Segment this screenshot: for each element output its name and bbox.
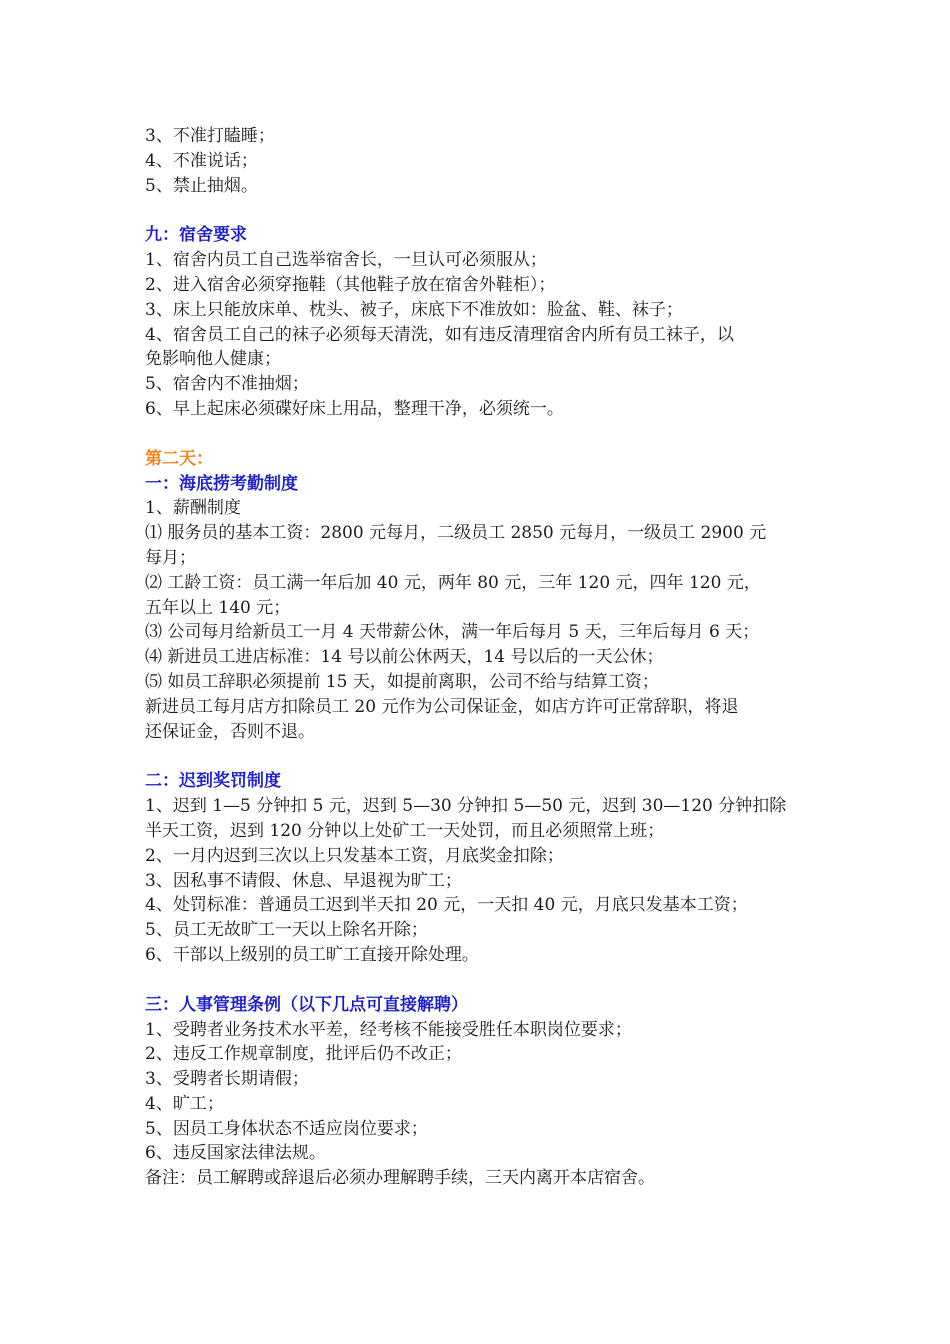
list-item: 免影响他人健康；	[145, 349, 281, 370]
dorm-section	[145, 223, 815, 421]
day-label: 第二天：	[145, 448, 213, 469]
list-item: 5、禁止抽烟。	[145, 175, 258, 196]
list-item: 3、因私事不请假、休息、早退视为旷工；	[145, 870, 462, 891]
list-item: 1、迟到 1—5 分钟扣 5 元，迟到 5—30 分钟扣 5—50 元，迟到 30—120 分钟扣除	[145, 796, 787, 817]
section-heading: 二：迟到奖罚制度	[145, 771, 281, 792]
list-item: 每月；	[145, 547, 196, 568]
list-item: 还保证金，否则不退。	[145, 721, 315, 742]
personnel-section	[145, 993, 815, 1191]
list-item: 5、宿舍内不准抽烟；	[145, 374, 309, 395]
list-item: 3、受聘者长期请假；	[145, 1069, 309, 1090]
list-item: 5、因员工身体状态不适应岗位要求；	[145, 1118, 428, 1139]
list-item: 4、旷工；	[145, 1093, 224, 1114]
list-item: ⑶ 公司每月给新员工一月 4 天带薪公休，满一年后每月 5 天，三年后每月 6 天；	[145, 622, 760, 643]
list-item: ⑴ 服务员的基本工资：2800 元每月，二级员工 2850 元每月，一级员工 2900 元	[145, 523, 767, 544]
remark-note: 备注：员工解聘或辞退后必须办理解聘手续，三天内离开本店宿舍。	[145, 1168, 655, 1189]
list-item: 半天工资，迟到 120 分钟以上处矿工一天处罚，而且必须照常上班；	[145, 820, 665, 841]
list-item: 4、不准说话；	[145, 150, 258, 171]
rest-rules-list	[145, 124, 815, 198]
list-item: 4、宿舍员工自己的袜子必须每天清洗，如有违反清理宿舍内所有员工袜子，以	[145, 324, 734, 345]
list-item: 3、床上只能放床单、枕头、被子，床底下不准放如：脸盆、鞋、袜子；	[145, 299, 683, 320]
list-item: 6、早上起床必须碟好床上用品，整理干净，必须统一。	[145, 398, 564, 419]
list-item: ⑸ 如员工辞职必须提前 15 天，如提前离职，公司不给与结算工资；	[145, 671, 659, 692]
list-item: 4、处罚标准：普通员工迟到半天扣 20 元，一天扣 40 元，月底只发基本工资；	[145, 895, 748, 916]
list-item: 6、违反国家法律法规。	[145, 1143, 326, 1164]
section-heading: 一：海底捞考勤制度	[145, 473, 298, 494]
lateness-section	[145, 769, 815, 967]
section-heading: 九：宿舍要求	[145, 225, 247, 246]
document-body	[145, 124, 815, 1191]
list-item: ⑵ 工龄工资：员工满一年后加 40 元，两年 80 元，三年 120 元，四年 120 元，	[145, 572, 761, 593]
list-item: 1、宿舍内员工自己选举宿舍长，一旦认可必须服从；	[145, 250, 547, 271]
list-item: 1、受聘者业务技术水平差，经考核不能接受胜任本职岗位要求；	[145, 1019, 632, 1040]
list-item: 6、干部以上级别的员工旷工直接开除处理。	[145, 944, 479, 965]
list-item: 3、不准打瞌睡；	[145, 126, 275, 146]
list-item: 2、一月内迟到三次以上只发基本工资，月底奖金扣除；	[145, 845, 564, 866]
attendance-section	[145, 472, 815, 745]
list-item: ⑷ 新进员工进店标准：14 号以前公休两天，14 号以后的一天公休；	[145, 647, 664, 668]
list-item: 2、违反工作规章制度，批评后仍不改正；	[145, 1044, 462, 1065]
list-item: 2、进入宿舍必须穿拖鞋（其他鞋子放在宿舍外鞋柜）；	[145, 274, 556, 295]
list-item: 新进员工每月店方扣除员工 20 元作为公司保证金，如店方许可正常辞职，将退	[145, 696, 739, 717]
section-heading: 三：人事管理条例（以下几点可直接解聘）	[145, 994, 468, 1015]
list-item: 1、薪酬制度	[145, 498, 241, 519]
list-item: 5、员工无故旷工一天以上除名开除；	[145, 920, 428, 941]
list-item: 五年以上 140 元；	[145, 597, 291, 618]
